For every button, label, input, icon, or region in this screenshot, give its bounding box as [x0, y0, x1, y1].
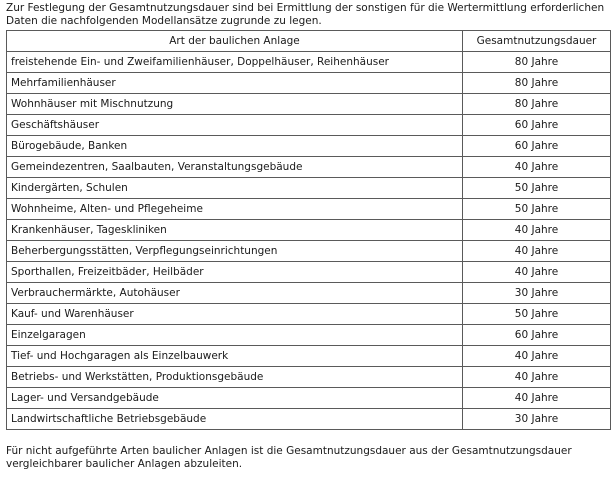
table-row — [7, 283, 611, 304]
cell-art: Kindergärten, Schulen — [7, 178, 463, 199]
cell-dauer: 60 Jahre — [463, 325, 611, 346]
cell-art: Wohnhäuser mit Mischnutzung — [7, 94, 463, 115]
table-row — [7, 304, 611, 325]
cell-art: Krankenhäuser, Tageskliniken — [7, 220, 463, 241]
table-row — [7, 178, 611, 199]
table-row — [7, 241, 611, 262]
cell-art: Verbrauchermärkte, Autohäuser — [7, 283, 463, 304]
cell-dauer: 60 Jahre — [463, 115, 611, 136]
cell-dauer: 40 Jahre — [463, 241, 611, 262]
table-row — [7, 52, 611, 73]
cell-dauer: 40 Jahre — [463, 367, 611, 388]
table-row — [7, 409, 611, 430]
cell-art: Lager- und Versandgebäude — [7, 388, 463, 409]
table-row — [7, 136, 611, 157]
cell-art: Betriebs- und Werkstätten, Produktionsgebäude — [7, 367, 463, 388]
cell-art: Beherbergungsstätten, Verpflegungseinrichtungen — [7, 241, 463, 262]
cell-art: Mehrfamilienhäuser — [7, 73, 463, 94]
table-header-row — [7, 31, 611, 52]
intro-paragraph: Zur Festlegung der Gesamtnutzungsdauer sind bei Ermittlung der sonstigen für die Wertermittlung erforderlichen Daten die nachfolgenden Modellansätze zugrunde zu legen. — [6, 2, 605, 27]
cell-dauer: 40 Jahre — [463, 262, 611, 283]
cell-dauer: 40 Jahre — [463, 346, 611, 367]
table-row — [7, 388, 611, 409]
nutzungsdauer-table — [6, 30, 611, 430]
cell-art: Einzelgaragen — [7, 325, 463, 346]
table-row — [7, 325, 611, 346]
cell-art: Gemeindezentren, Saalbauten, Veranstaltungsgebäude — [7, 157, 463, 178]
header-art: Art der baulichen Anlage — [7, 31, 463, 52]
table-row — [7, 367, 611, 388]
cell-dauer: 30 Jahre — [463, 283, 611, 304]
cell-art: Wohnheime, Alten- und Pflegeheime — [7, 199, 463, 220]
cell-dauer: 40 Jahre — [463, 388, 611, 409]
cell-art: Geschäftshäuser — [7, 115, 463, 136]
cell-dauer: 50 Jahre — [463, 304, 611, 325]
cell-art: Tief- und Hochgaragen als Einzelbauwerk — [7, 346, 463, 367]
cell-dauer: 80 Jahre — [463, 94, 611, 115]
cell-art: Bürogebäude, Banken — [7, 136, 463, 157]
cell-dauer: 50 Jahre — [463, 178, 611, 199]
cell-art: Sporthallen, Freizeitbäder, Heilbäder — [7, 262, 463, 283]
cell-dauer: 80 Jahre — [463, 52, 611, 73]
cell-art: freistehende Ein- und Zweifamilienhäuser, Doppelhäuser, Reihenhäuser — [7, 52, 463, 73]
cell-dauer: 40 Jahre — [463, 220, 611, 241]
cell-dauer: 50 Jahre — [463, 199, 611, 220]
cell-dauer: 60 Jahre — [463, 136, 611, 157]
table-row — [7, 220, 611, 241]
cell-dauer: 40 Jahre — [463, 157, 611, 178]
cell-dauer: 30 Jahre — [463, 409, 611, 430]
outro-paragraph: Für nicht aufgeführte Arten baulicher Anlagen ist die Gesamtnutzungsdauer aus der Gesamtnutzungsdauer vergleichbarer baulicher Anlagen abzuleiten. — [6, 445, 572, 470]
table-row — [7, 73, 611, 94]
table-row — [7, 199, 611, 220]
table-row — [7, 94, 611, 115]
table-row — [7, 262, 611, 283]
table-row — [7, 346, 611, 367]
header-dauer: Gesamtnutzungsdauer — [463, 31, 611, 52]
table-row — [7, 157, 611, 178]
cell-dauer: 80 Jahre — [463, 73, 611, 94]
cell-art: Landwirtschaftliche Betriebsgebäude — [7, 409, 463, 430]
cell-art: Kauf- und Warenhäuser — [7, 304, 463, 325]
table-row — [7, 115, 611, 136]
